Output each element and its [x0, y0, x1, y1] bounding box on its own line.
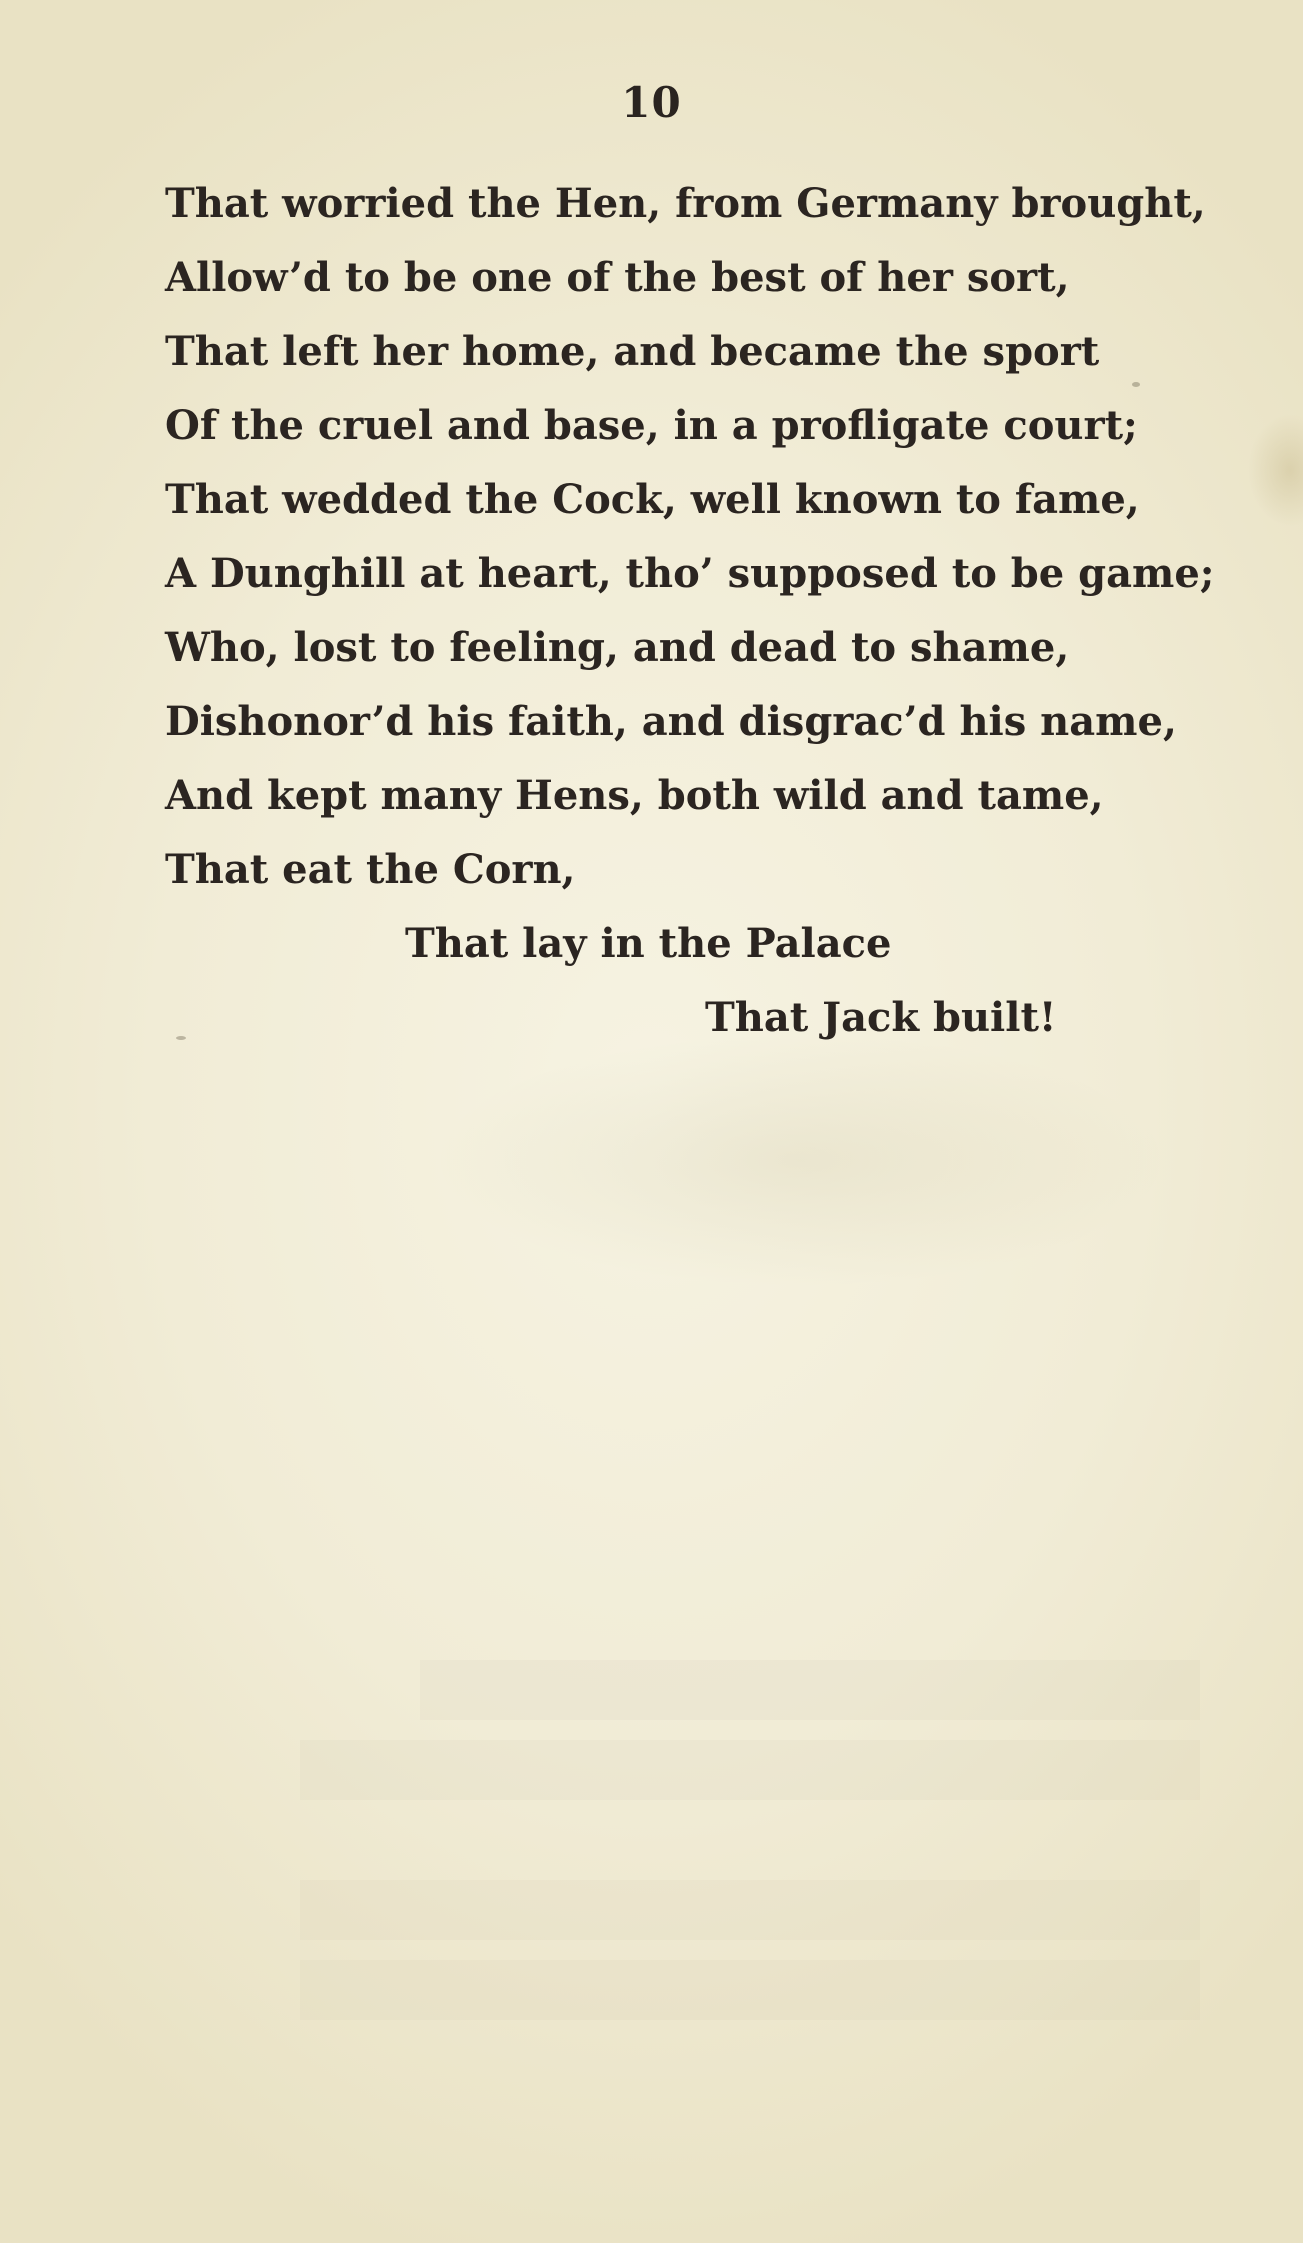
verse-line: That lay in the Palace: [405, 920, 892, 967]
verse-line: That left her home, and became the sport: [165, 328, 1100, 375]
verse-line: And kept many Hens, both wild and tame,: [165, 772, 1104, 819]
paper-speck: [1132, 382, 1140, 387]
verse-line: Of the cruel and base, in a profligate court;: [165, 402, 1138, 449]
verse-line: Dishonor’d his faith, and disgrac’d his name,: [165, 698, 1177, 745]
bleed-through-shadow: [300, 1880, 1200, 1940]
bleed-through-shadow: [300, 1740, 1200, 1800]
verse-line: That Jack built!: [705, 994, 1057, 1041]
verse-line: That wedded the Cock, well known to fame,: [165, 476, 1140, 523]
verse-line: That eat the Corn,: [165, 846, 576, 893]
bleed-through-shadow: [300, 1960, 1200, 2020]
verse-line: Who, lost to feeling, and dead to shame,: [165, 624, 1070, 671]
verse-line: That worried the Hen, from Germany brought,: [165, 180, 1206, 227]
page-number: 10: [621, 78, 682, 127]
verse-line: Allow’d to be one of the best of her sort,: [165, 254, 1070, 301]
verse-line: A Dunghill at heart, tho’ supposed to be game;: [165, 550, 1215, 597]
paper-speck: [176, 1036, 186, 1040]
bleed-through-shadow: [420, 1660, 1200, 1720]
